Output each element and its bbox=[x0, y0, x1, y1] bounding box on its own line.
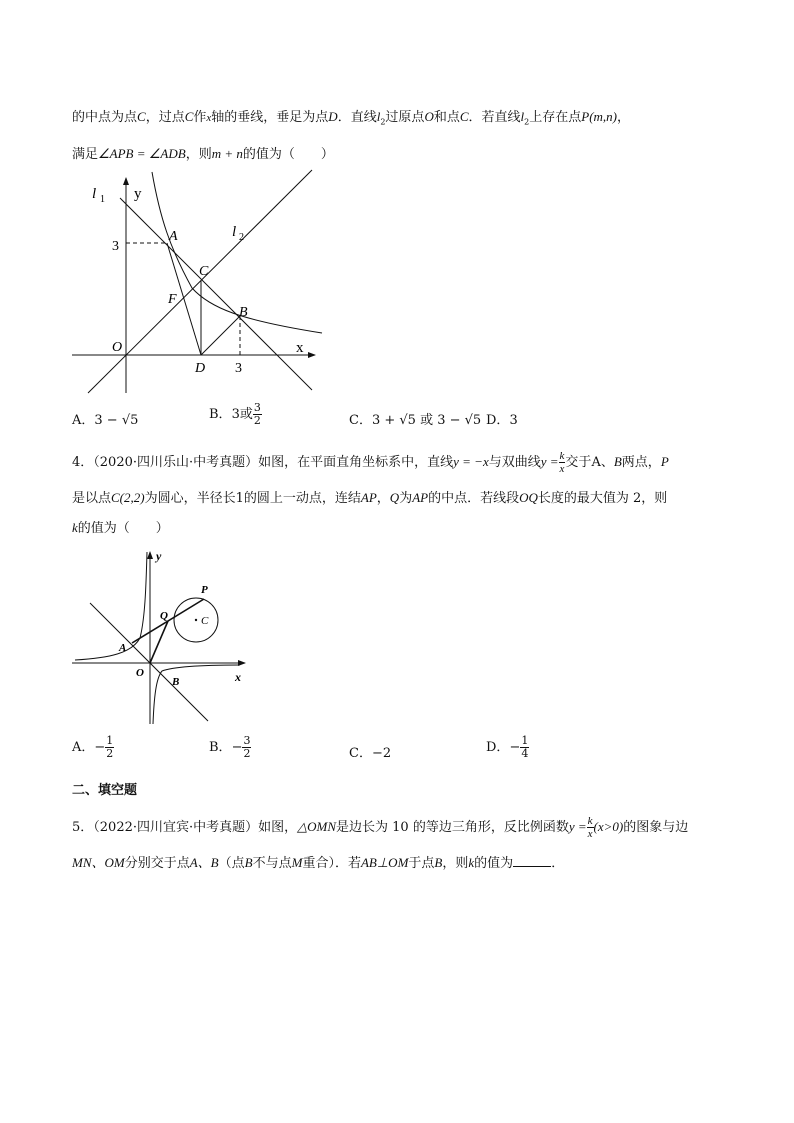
subscript: 2 bbox=[524, 117, 530, 127]
text: ．直线 bbox=[337, 110, 377, 125]
var-p: P(m,n) bbox=[581, 109, 618, 124]
text: 与双曲线 bbox=[488, 455, 541, 470]
label-F: F bbox=[168, 292, 177, 307]
edges: MN、OM bbox=[72, 855, 125, 870]
fraction bbox=[520, 735, 529, 760]
label-l1: l bbox=[92, 186, 97, 202]
q4-text-line-2 bbox=[72, 487, 667, 506]
m-plus-n: m + n bbox=[211, 146, 243, 161]
q3-option-c bbox=[349, 409, 481, 428]
text: 于点 bbox=[408, 856, 435, 871]
denominator: 2 bbox=[106, 747, 114, 760]
separator: 、 bbox=[600, 455, 614, 470]
text: 和点 bbox=[433, 110, 460, 125]
text: 长度的最大值为 2，则 bbox=[537, 491, 668, 506]
text: （点 bbox=[218, 856, 245, 871]
equation-left: y = bbox=[540, 454, 559, 469]
line-l1 bbox=[120, 198, 312, 390]
numerator: 3 bbox=[243, 734, 251, 747]
q3-option-d bbox=[486, 409, 518, 428]
equation-line: y = −x bbox=[453, 454, 489, 469]
denominator: 4 bbox=[521, 747, 529, 760]
seg-db bbox=[201, 316, 240, 355]
label-D: D bbox=[195, 361, 206, 376]
denominator: x bbox=[587, 828, 593, 840]
q3-text-line-2 bbox=[72, 143, 334, 162]
text: 是边长为 10 的等边三角形，反比例函数 bbox=[336, 820, 569, 835]
sign: − bbox=[94, 740, 106, 755]
option-value: 3 + √5 或 3 − √5 bbox=[371, 413, 482, 428]
text: ，则 bbox=[185, 147, 212, 162]
q4-option-a bbox=[72, 735, 114, 760]
text: 两点， bbox=[621, 455, 661, 470]
option-label: D． bbox=[486, 413, 510, 428]
text: 的值为（ ） bbox=[242, 147, 334, 162]
text: 的中点为点 bbox=[72, 110, 138, 125]
line-l2 bbox=[88, 170, 312, 393]
text: ．若直线 bbox=[468, 110, 521, 125]
segment-oq: OQ bbox=[519, 490, 538, 505]
option-label: A． bbox=[72, 740, 95, 755]
point-b: B bbox=[434, 855, 443, 870]
label-A: A bbox=[169, 229, 178, 244]
text: 满足 bbox=[72, 147, 99, 162]
option-label: C． bbox=[349, 746, 372, 761]
q3-text-line-1 bbox=[72, 106, 630, 127]
q5-text-line-1 bbox=[72, 815, 688, 840]
var-k: k bbox=[468, 855, 475, 870]
sign: − bbox=[509, 740, 521, 755]
text: ，过点 bbox=[145, 110, 185, 125]
hyperbola-upper-left bbox=[75, 552, 147, 660]
label-l2: l bbox=[232, 224, 237, 240]
text: ． bbox=[551, 856, 565, 871]
option-value: 3 bbox=[509, 413, 518, 428]
var-c: C bbox=[137, 109, 146, 124]
numerator: 1 bbox=[106, 734, 114, 747]
text: 为 bbox=[399, 491, 413, 506]
text: 轴的垂线，垂足为点 bbox=[211, 110, 329, 125]
label-O: O bbox=[136, 667, 144, 679]
sign: − bbox=[231, 740, 243, 755]
label-O: O bbox=[112, 340, 123, 355]
answer-blank[interactable] bbox=[513, 854, 551, 867]
label-B: B bbox=[172, 676, 180, 688]
label-l2-sub: 2 bbox=[239, 232, 244, 243]
text: 的图象与边 bbox=[623, 820, 689, 835]
label-y: y bbox=[156, 549, 162, 563]
label-x: x bbox=[296, 340, 304, 356]
option-value: 3 − √5 bbox=[94, 413, 139, 428]
triangle-omn: △OMN bbox=[297, 819, 337, 834]
domain-condition: (x>0) bbox=[593, 819, 624, 834]
points: A、B bbox=[189, 855, 219, 870]
point-a: A bbox=[591, 455, 601, 470]
section-title-fill-in: 二、填空题 bbox=[72, 783, 138, 798]
var-c: C bbox=[459, 109, 469, 124]
q5-text-line-2 bbox=[72, 852, 564, 871]
perpendicular: AB⊥OM bbox=[360, 855, 409, 870]
denominator: 2 bbox=[243, 747, 251, 760]
q3-figure bbox=[70, 168, 330, 396]
text: 为圆心，半径长1的圆上一动点，连结 bbox=[144, 491, 361, 506]
option-label: B． bbox=[209, 740, 232, 755]
subscript: 2 bbox=[380, 117, 386, 127]
point-q: Q bbox=[389, 490, 400, 505]
q4-figure bbox=[70, 548, 255, 726]
point-m: M bbox=[291, 855, 303, 870]
text: 5．（2022·四川宜宾·中考真题）如图， bbox=[72, 820, 298, 835]
text: ，则 bbox=[442, 856, 469, 871]
var-l2: l bbox=[520, 109, 525, 124]
var-o: O bbox=[424, 109, 434, 124]
numerator: 3 bbox=[253, 401, 261, 414]
q4-text-line-1 bbox=[72, 450, 669, 475]
hyperbola bbox=[152, 172, 322, 333]
fraction bbox=[105, 735, 114, 760]
hyperbola-lower-right bbox=[153, 665, 240, 724]
numerator: k bbox=[559, 450, 565, 462]
angle-equation: ∠APB = ∠ADB bbox=[98, 146, 186, 161]
text: ， bbox=[617, 110, 631, 125]
text: 重合）．若 bbox=[302, 856, 361, 871]
line-y-neg-x bbox=[90, 603, 208, 721]
denominator: x bbox=[559, 463, 565, 475]
q4-option-b bbox=[209, 735, 251, 760]
point-b: B bbox=[244, 855, 253, 870]
option-label: C． bbox=[349, 413, 372, 428]
text: 的中点．若线段 bbox=[428, 491, 520, 506]
label-C: C bbox=[199, 264, 209, 279]
text: 作 bbox=[193, 110, 207, 125]
point-c: C(2,2) bbox=[111, 490, 145, 505]
point-p: P bbox=[660, 454, 669, 469]
text: 的值为（ ） bbox=[77, 521, 169, 536]
var-d: D bbox=[328, 109, 338, 124]
label-3-x: 3 bbox=[235, 361, 242, 376]
segment-ap: AP bbox=[360, 490, 377, 505]
label-A: A bbox=[119, 642, 127, 654]
fraction bbox=[587, 815, 594, 840]
label-Q: Q bbox=[160, 610, 168, 622]
option-label: D． bbox=[486, 740, 510, 755]
text: 分别交于点 bbox=[124, 856, 190, 871]
text: 的值为 bbox=[474, 856, 514, 871]
var-x: x bbox=[206, 112, 212, 124]
numerator: 1 bbox=[521, 734, 529, 747]
point-c-dot bbox=[195, 619, 197, 621]
numerator: k bbox=[587, 815, 593, 827]
label-P: P bbox=[201, 584, 208, 596]
label-B: B bbox=[239, 305, 248, 320]
option-label: B． bbox=[209, 407, 232, 422]
text: 上存在点 bbox=[529, 110, 582, 125]
text: ， bbox=[376, 491, 390, 506]
text: 过原点 bbox=[385, 110, 425, 125]
var-k: k bbox=[72, 520, 78, 535]
point-b: B bbox=[613, 454, 622, 469]
text: 交于 bbox=[565, 455, 592, 470]
label-l1-sub: 1 bbox=[100, 194, 105, 205]
fraction bbox=[242, 735, 251, 760]
label-x: x bbox=[235, 670, 241, 684]
equation-left: y = bbox=[568, 819, 587, 834]
label-3-y: 3 bbox=[112, 239, 119, 254]
q3-option-b bbox=[209, 402, 262, 427]
segment-ap: AP bbox=[412, 490, 429, 505]
text: 不与点 bbox=[252, 856, 292, 871]
q3-option-a bbox=[72, 409, 138, 428]
option-value: −2 bbox=[371, 746, 392, 761]
q4-option-c bbox=[349, 742, 391, 761]
text: 是以点 bbox=[72, 491, 112, 506]
label-C: C bbox=[201, 615, 209, 627]
text: 4．（2020·四川乐山·中考真题）如图，在平面直角坐标系中，直线 bbox=[72, 455, 454, 470]
q4-text-line-3 bbox=[72, 517, 169, 536]
denominator: 2 bbox=[253, 414, 261, 427]
var-c: C bbox=[184, 109, 194, 124]
option-label: A． bbox=[72, 413, 95, 428]
option-value: 3或 bbox=[231, 407, 253, 422]
var-l2: l bbox=[376, 109, 381, 124]
label-y: y bbox=[134, 186, 142, 202]
q4-option-d bbox=[486, 735, 529, 760]
fraction bbox=[253, 402, 262, 427]
